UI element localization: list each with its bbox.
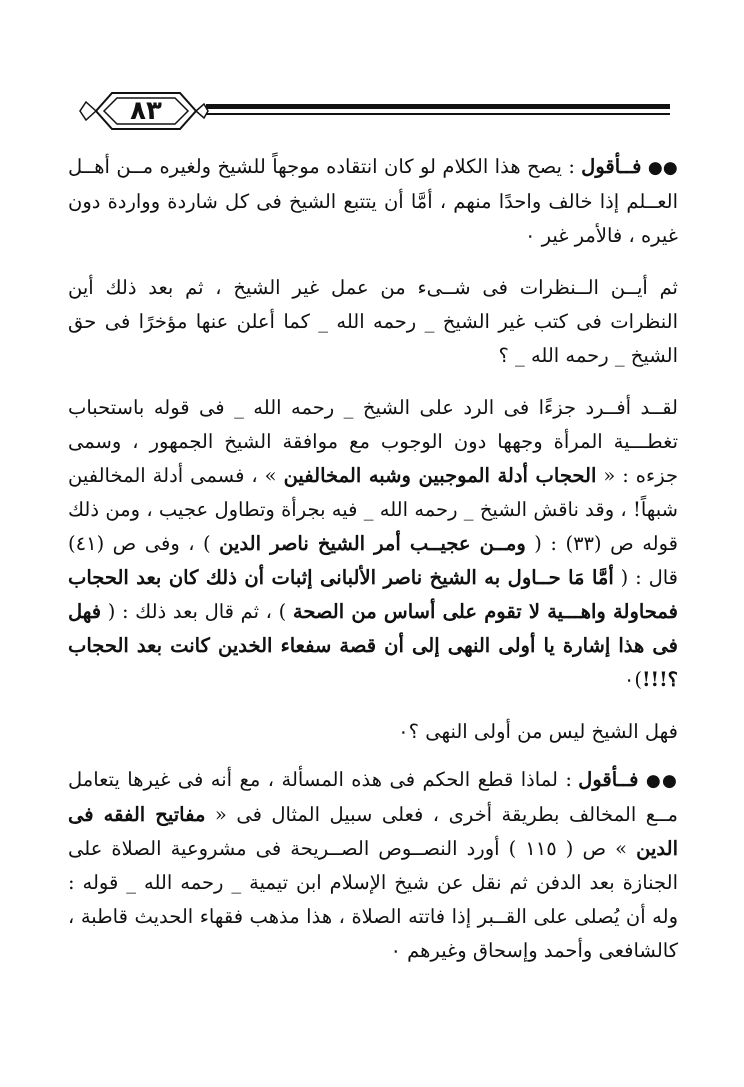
paragraph-2	[68, 271, 678, 373]
page-header	[78, 88, 670, 134]
bold-quote: فهل فى هذا إشارة يا أولى النهى إلى أن قصة سفعاء الخدين كانت بعد الحجاب ؟!!!	[68, 600, 678, 691]
bold-quote: أمَّا مَا حــاول به الشيخ ناصر الألبانى إثبات أن ذلك كان بعد الحجاب فمحاولة واهـــية لا تقوم على أساس من الصحة	[68, 566, 678, 623]
book-title: الحجاب أدلة الموجبين وشبه المخالفين	[283, 464, 597, 487]
paragraph-text: : يصح هذا الكلام لو كان انتقاده موجهاً للشيخ ولغيره مــن أهــل العــلم إذا خالف واحدًا منهم ، أمَّا أن يتتبع الشيخ فى كل شاردة وواردة دون غيره ، فالأمر غير ٠	[68, 155, 678, 247]
paragraph-text: فهل الشيخ ليس من أولى النهى ؟٠	[398, 720, 678, 743]
paragraph-text: ) ، ثم قال بعد ذلك : (	[101, 600, 293, 623]
paragraph-3	[68, 391, 678, 697]
paragraph-text: » ، فسمى أدلة المخالفين شبهاً! ، وقد ناقش الشيخ _ رحمه الله _ فيه بجرأة وتطاول عجيب ، ومن ذلك قوله ص (٣٣) : (	[68, 464, 678, 555]
lead-word: فــأقول	[578, 768, 639, 791]
page-number: ٨٣	[130, 96, 162, 126]
paragraph-text: )٠	[623, 668, 642, 691]
paragraph-text: ) ، وفى ص (٤١) قال : (	[68, 532, 678, 589]
paragraph-1	[68, 150, 678, 253]
bullet-marker: ●●	[645, 771, 679, 791]
paragraph-text: » ص ( ١١٥ ) أورد النصــوص الصــريحة فى مشروعية الصلاة على الجنازة بعد الدفن ثم نقل عن شيخ الإسلام ابن تيمية _ رحمه الله _ قوله : وله أن يُصلى على القــبر إذا فاتته الصلاة ، هذا مذهب فقهاء الحديث قاطبة ، كالشافعى وأحمد وإسحاق وغيرهم ٠	[68, 837, 678, 962]
paragraph-text: ثم أيــن الــنظرات فى شــىء من عمل غير الشيخ ، ثم بعد ذلك أين النظرات فى كتب غير الشيخ _ رحمه الله _ كما أعلن عنها مؤخرًا فى حق الشيخ _ رحمه الله _ ؟	[68, 276, 678, 367]
paragraph-text: لقــد أفــرد جزءًا فى الرد على الشيخ _ رحمه الله _ فى قوله باستحباب تغطـــية المرأة وجهها دون الوجوب مع موافقة الشيخ الجمهور ، وسمى جزءه : «	[68, 396, 679, 487]
book-title: مفاتيح الفقه فى الدين	[68, 803, 678, 860]
paragraph-text: : لماذا قطع الحكم فى هذه المسألة ، مع أنه فى غيرها يتعامل مــع المخالف بطريقة أخرى ، فعلى سبيل المثال فى «	[68, 768, 678, 826]
page-body	[68, 150, 678, 968]
paragraph-5	[68, 763, 678, 968]
bullet-marker: ●●	[647, 158, 678, 178]
paragraph-4	[68, 715, 678, 749]
lead-word: فــأقول	[581, 155, 642, 178]
bold-quote: ومــن عجيــب أمر الشيخ ناصر الدين	[219, 532, 526, 555]
